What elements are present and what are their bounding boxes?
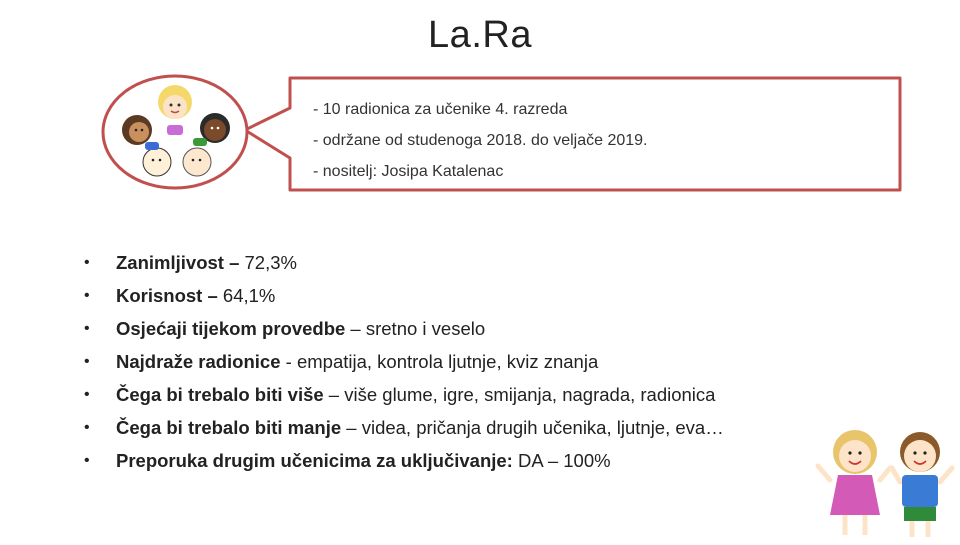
item-value: DA – 100% xyxy=(512,450,611,471)
item-value: 64,1% xyxy=(217,285,276,306)
item-value: - empatija, kontrola ljutnje, kviz znanja xyxy=(280,351,599,372)
callout-line: - nositelj: Josipa Katalenac xyxy=(313,163,504,180)
item-label: Preporuka drugim učenicima za uključivanje: xyxy=(116,450,513,471)
bullet-icon: • xyxy=(84,287,90,304)
item-label: Korisnost – xyxy=(116,285,218,306)
list-item xyxy=(84,378,724,411)
list-item xyxy=(84,312,724,345)
item-value: 72,3% xyxy=(239,252,297,273)
callout-line: - 10 radionica za učenike 4. razreda xyxy=(313,101,568,118)
callout-text xyxy=(313,94,647,187)
bullet-icon: • xyxy=(84,353,90,370)
bullet-icon: • xyxy=(84,386,90,403)
item-label: Osjećaji tijekom provedbe xyxy=(116,318,346,339)
item-value: – više glume, igre, smijanja, nagrada, radionica xyxy=(323,384,716,405)
list-item xyxy=(84,246,724,279)
list-item xyxy=(84,444,724,477)
bullet-icon: • xyxy=(84,419,90,436)
slide-title: La.Ra xyxy=(428,14,532,56)
item-value: – sretno i veselo xyxy=(345,318,486,339)
item-label: Čega bi trebalo biti više xyxy=(116,384,324,405)
list-item xyxy=(84,279,724,312)
list-item xyxy=(84,411,724,444)
item-label: Najdraže radionice xyxy=(116,351,281,372)
callout-line: - održane od studenoga 2018. do veljače 2019. xyxy=(313,132,648,149)
item-label: Zanimljivost – xyxy=(116,252,240,273)
item-value: – videa, pričanja drugih učenika, ljutnje, eva… xyxy=(341,417,724,438)
item-label: Čega bi trebalo biti manje xyxy=(116,417,342,438)
bullet-icon: • xyxy=(84,320,90,337)
list-item xyxy=(84,345,724,378)
children-circle-icon xyxy=(103,76,247,188)
two-children-icon xyxy=(810,420,960,540)
results-list xyxy=(84,246,724,477)
callout xyxy=(95,70,905,200)
bullet-icon: • xyxy=(84,452,90,469)
bullet-icon: • xyxy=(84,254,90,271)
